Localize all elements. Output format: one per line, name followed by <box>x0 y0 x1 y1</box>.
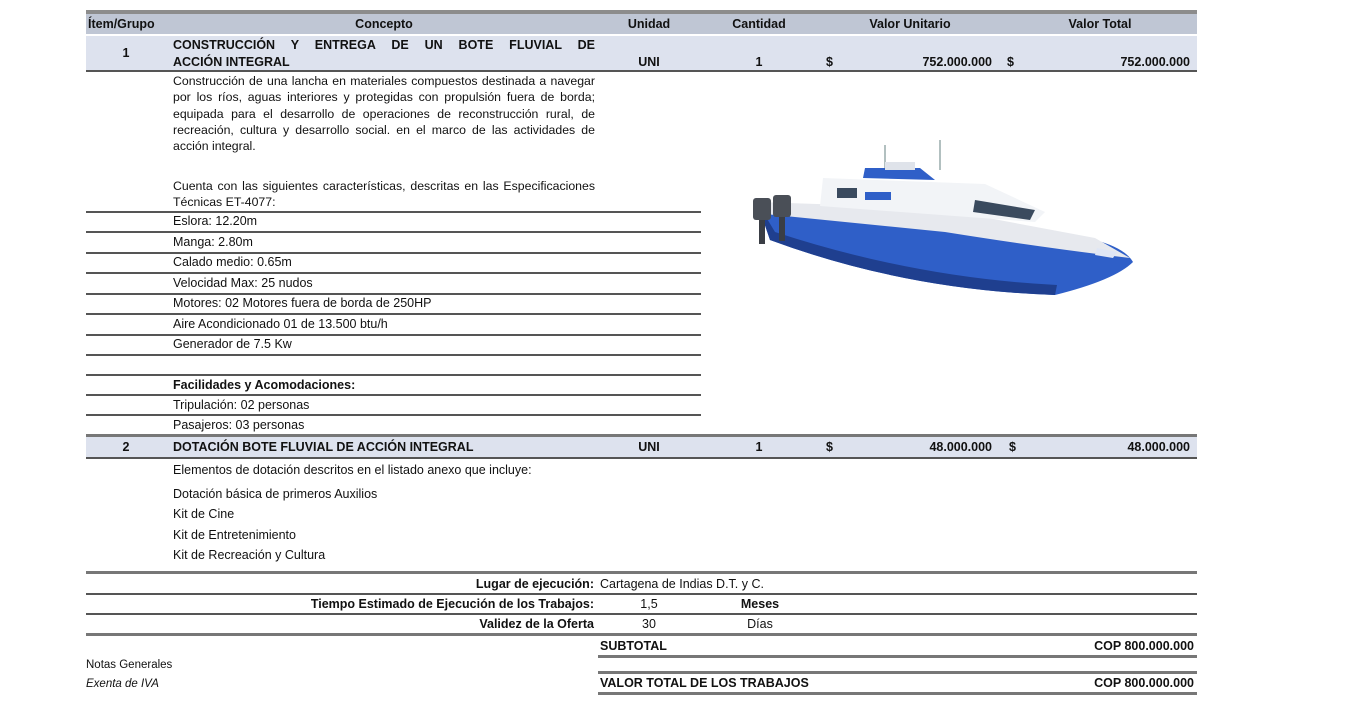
item1-currency-unit: $ <box>826 55 833 69</box>
spec-motores: Motores: 02 Motores fuera de borda de 250HP <box>173 296 432 310</box>
item2-intro: Elementos de dotación descritos en el listado anexo que incluye: <box>173 463 532 477</box>
divider <box>86 354 701 356</box>
divider <box>86 633 1197 636</box>
item1-valor-total: 752.000.000 <box>1120 55 1190 69</box>
item1-title-line1: CONSTRUCCIÓN Y ENTREGA DE UN BOTE FLUVIAL DE <box>173 38 595 52</box>
divider <box>86 394 701 396</box>
tiempo-value: 1,5 <box>640 597 658 611</box>
spec-manga: Manga: 2.80m <box>173 235 253 249</box>
divider <box>86 313 701 315</box>
item1-number: 1 <box>122 46 130 60</box>
validez-unit: Días <box>747 617 773 631</box>
item2-title: DOTACIÓN BOTE FLUVIAL DE ACCIÓN INTEGRAL <box>173 440 474 454</box>
item2-valor-total: 48.000.000 <box>1127 440 1190 454</box>
divider <box>86 334 701 336</box>
subtotal-label: SUBTOTAL <box>600 639 667 653</box>
divider <box>598 671 1197 674</box>
total-value: COP 800.000.000 <box>1094 676 1194 690</box>
spec-eslora: Eslora: 12.20m <box>173 214 258 228</box>
header-unidad: Unidad <box>627 17 671 31</box>
boat-illustration <box>745 140 1140 305</box>
subtotal-value: COP 800.000.000 <box>1094 639 1194 653</box>
item1-features-intro: Cuenta con las siguientes características, descritas en las Especificaciones Técnicas ET-4077: <box>173 179 595 210</box>
spec-generador: Generador de 7.5 Kw <box>173 337 292 351</box>
item1-currency-total: $ <box>1007 55 1014 69</box>
divider <box>86 252 701 254</box>
item2-valor-unitario: 48.000.000 <box>929 440 992 454</box>
validez-label: Validez de la Oferta <box>479 617 594 631</box>
item2-kit-recreacion: Kit de Recreación y Cultura <box>173 548 326 562</box>
item2-unidad: UNI <box>638 440 660 454</box>
item2-kit-entretenimiento: Kit de Entretenimiento <box>173 528 296 542</box>
divider <box>86 272 701 274</box>
divider <box>86 593 1197 595</box>
divider <box>86 70 1197 72</box>
spec-aire: Aire Acondicionado 01 de 13.500 btu/h <box>173 317 388 331</box>
facilities-title: Facilidades y Acomodaciones: <box>173 378 356 392</box>
item1-title-line2: ACCIÓN INTEGRAL <box>173 55 290 69</box>
divider <box>86 457 1197 459</box>
item1-unidad: UNI <box>638 55 660 69</box>
lugar-value: Cartagena de Indias D.T. y C. <box>600 577 764 591</box>
lugar-label: Lugar de ejecución: <box>475 577 594 591</box>
total-label: VALOR TOTAL DE LOS TRABAJOS <box>600 676 809 690</box>
divider <box>598 655 1197 658</box>
item2-number: 2 <box>122 440 130 454</box>
item1-cantidad: 1 <box>755 55 763 69</box>
item1-valor-unitario: 752.000.000 <box>922 55 992 69</box>
facility-pasajeros: Pasajeros: 03 personas <box>173 418 305 432</box>
facility-tripulacion: Tripulación: 02 personas <box>173 398 310 412</box>
item2-currency-total: $ <box>1009 440 1016 454</box>
divider <box>86 211 701 213</box>
validez-value: 30 <box>642 617 656 631</box>
divider <box>86 293 701 295</box>
spec-velocidad: Velocidad Max: 25 nudos <box>173 276 313 290</box>
notes-text: Exenta de IVA <box>86 678 159 690</box>
item2-cantidad: 1 <box>755 440 763 454</box>
item2-currency-unit: $ <box>826 440 833 454</box>
header-valor-total: Valor Total <box>1068 17 1132 31</box>
tiempo-label: Tiempo Estimado de Ejecución de los Trabajos: <box>310 597 594 611</box>
header-valor-unitario: Valor Unitario <box>869 17 951 31</box>
item2-primeros-auxilios: Dotación básica de primeros Auxilios <box>173 487 378 501</box>
tiempo-unit: Meses <box>740 597 780 611</box>
divider <box>86 231 701 233</box>
header-item: Ítem/Grupo <box>88 17 155 31</box>
header-concepto: Concepto <box>355 17 413 31</box>
divider <box>86 571 1197 574</box>
item1-description: Construcción de una lancha en materiales compuestos destinada a navegar por los ríos, aguas interiores y protegidas con propulsión fuera de borda; equipada para el desarrollo de operaciones de reconstrucción rural, de recreación, cultura y desarrollo social. en el marco de las actividades de acción integral. <box>173 74 595 154</box>
divider <box>86 374 701 376</box>
divider <box>86 613 1197 615</box>
item2-kit-cine: Kit de Cine <box>173 507 235 521</box>
header-cantidad: Cantidad <box>732 17 786 31</box>
spec-calado: Calado medio: 0.65m <box>173 255 292 269</box>
divider <box>598 692 1197 695</box>
notes-title: Notas Generales <box>86 659 173 671</box>
divider <box>86 414 701 416</box>
